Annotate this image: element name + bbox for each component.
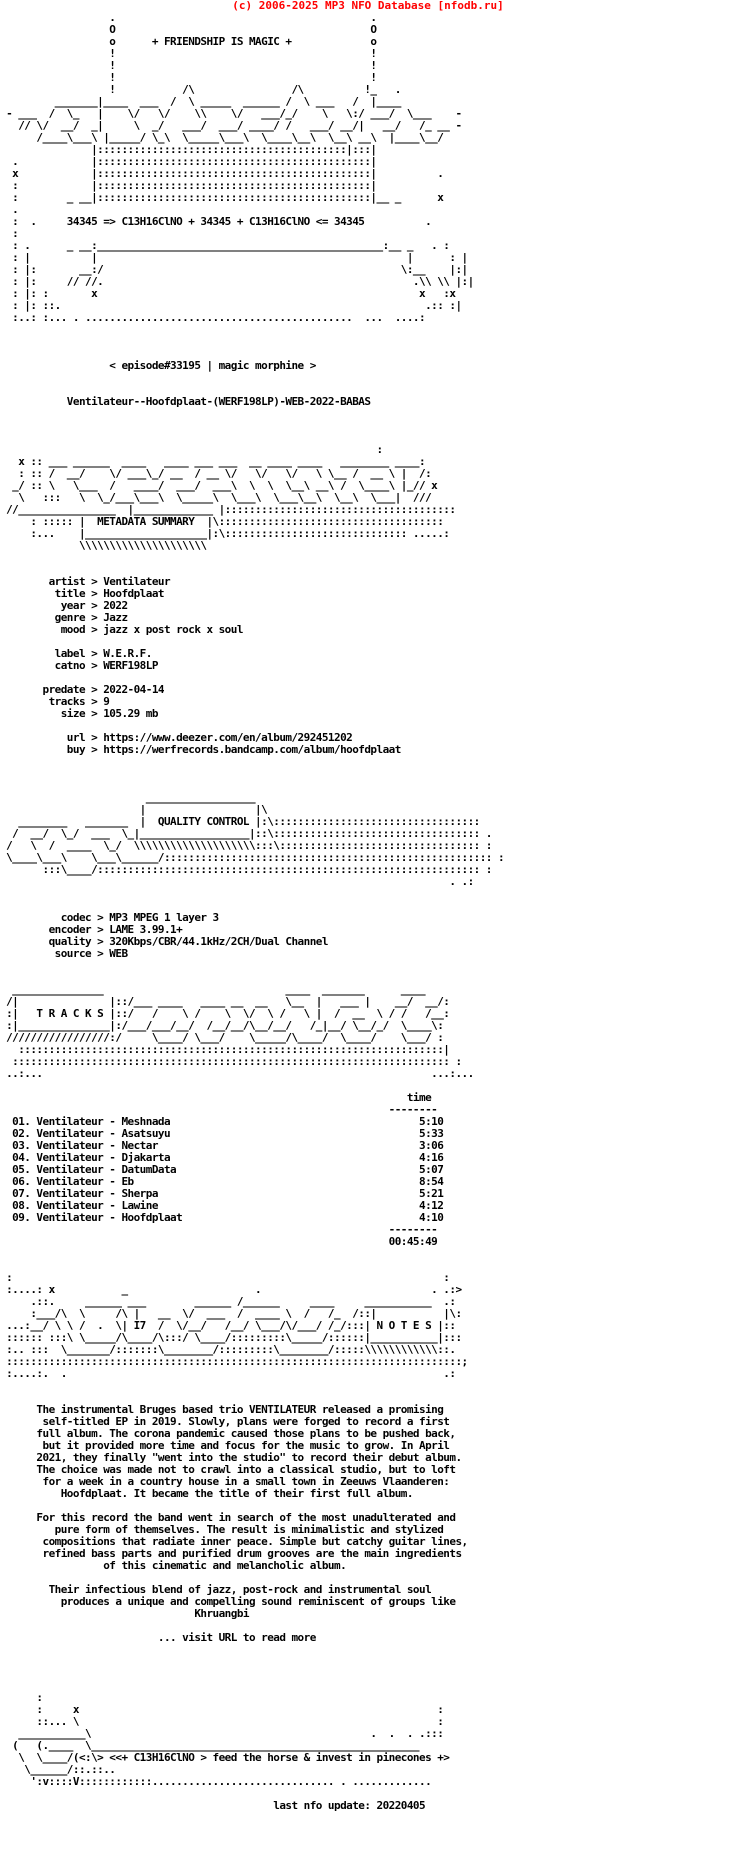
nfo-line: ! ! [0,71,377,84]
nfo-line: :::\____/::::::::::::::::::::::::::::::::::::::::::::::::::::::::::::::: : [0,863,492,876]
nfo-line: |:::::::::::::::::::::::::::::::::::::::::|:::| [0,143,377,156]
nfo-line: :....: x _ . . .:> [0,1283,462,1296]
nfo-line: x |:::::::::::::::::::::::::::::::::::::::::::::| . [0,167,444,180]
nfo-line [0,888,736,900]
nfo-line: :..: :... . ............................................ ... ....: [0,311,426,324]
nfo-line [0,1656,736,1668]
nfo-line: ___________\ . . . .::: [0,1727,444,1740]
nfo-line: predate > 2022-04-14 [0,683,164,696]
nfo-line: \ ::: \ \_/___\___\ \_____\ \___\ \___\__\ \__\ \___| /// [0,491,432,504]
nfo-line: : x : [0,1703,444,1716]
nfo-line: tracks > 9 [0,695,110,708]
nfo-line: /____\___\ |_____/ \_\ \_____\___\ \____\__\ \__\ __\ |____\__/ [0,131,444,144]
nfo-line: : |: ::. .:: :| [0,299,462,312]
nfo-line: refined bass parts and purified drum grooves are the main ingredients [0,1547,462,1560]
nfo-line: : . 34345 => C13H16ClNO + 34345 + C13H16ClNO <= 34345 . [0,215,432,228]
nfo-line: For this record the band went in search of the most unadulterated and [0,1511,456,1524]
nfo-line: ':v::::V::::::::::::.............................. . ............. [0,1775,432,1788]
nfo-line: ________ _______ | QUALITY CONTROL |:\:::::::::::::::::::::::::::::::::: [0,815,480,828]
nfo-line: ::::::::::::::::::::::::::::::::::::::::::::::::::::::::::::::::::::::| [0,1043,450,1056]
nfo-line [0,336,736,348]
nfo-line: 01. Ventilateur - Meshnada 5:10 [0,1115,444,1128]
nfo-line: ( (.____ \______________________________________________________ [0,1739,420,1752]
nfo-line: 07. Ventilateur - Sherpa 5:21 [0,1187,444,1200]
nfo-line: :::::: :::\ \_____/\____/\:::/ \____/:::::::::\_____/::::::|___________|::: [0,1331,462,1344]
nfo-line: :... |____________________|:\:::::::::::::::::::::::::::::: .....: [0,527,450,540]
nfo-line: 08. Ventilateur - Lawine 4:12 [0,1199,444,1212]
nfo-line: 03. Ventilateur - Nectar 3:06 [0,1139,444,1152]
nfo-line: year > 2022 [0,599,128,612]
nfo-line [0,420,736,432]
nfo-line: ..:... ...:... [0,1067,474,1080]
nfo-line: \ \____/(<:\> <<+ C13H16ClNO > feed the horse & invest in pinecones +> [0,1751,450,1764]
nfo-line: __________________ [0,791,256,804]
nfo-line: of this cinematic and melancholic album. [0,1559,347,1572]
nfo-line: ! ! [0,59,377,72]
nfo-line [0,1680,736,1692]
nfo-line: // \/ __/ _| \ _/ ___/ ___/ ____/ / ___/ __/| __/ /_ __ - [0,119,462,132]
nfo-line: title > Hoofdplaat [0,587,164,600]
nfo-line: _______|____ ___ / \ _____ ______ / \ ___ / |____ [0,95,401,108]
nfo-line: quality > 320Kbps/CBR/44.1kHz/2CH/Dual Channel [0,935,328,948]
nfo-line: compositions that radiate inner peace. Simple but catchy guitar lines, [0,1535,468,1548]
nfo-line: artist > Ventilateur [0,575,171,588]
nfo-line: 00:45:49 [0,1235,438,1248]
nfo-line: ::... \ : [0,1715,444,1728]
nfo-line: - ___ / \_ | \/ \/ \\ \/ ___/_/ \ \:/ ___/ \___ - [0,107,462,120]
nfo-line: / \ / ____ \_/ \\\\\\\\\\\\\\\\\\\\:::\::::::::::::::::::::::::::::::::: : [0,839,492,852]
nfo-line: :::::::::::::::::::::::::::::::::::::::::::::::::::::::::::::::::::::::::::; [0,1355,468,1368]
nfo-line: :| T R A C K S |::/ / \ / \ \/ \ / \ | / __ \ / / /__: [0,1007,450,1020]
nfo-line: :|_______________|:/___/___/__/ /__/__/\__/__/ /_|__/ \__/_/ \____\: [0,1019,444,1032]
nfo-line: catno > WERF198LP [0,659,158,672]
nfo-line: : [0,1691,43,1704]
nfo-line: . [0,203,19,216]
nfo-line: .::. ______ ___ ______ /______ ____ ___________ .: [0,1295,456,1308]
nfo-line: : |:::::::::::::::::::::::::::::::::::::::::::::| [0,179,377,192]
nfo-line: : :: / __/ \/ ___\_/ __ / __ \/ \/ \/ \ \__ / __ \ | /: [0,467,432,480]
nfo-line: but it provided more time and focus for the music to grow. In April [0,1439,450,1452]
nfo-line: Ventilateur--Hoofdplaat-(WERF198LP)-WEB-2022-BABAS [0,395,371,408]
nfo-line: < episode#33195 | magic morphine > [0,359,316,372]
nfo-line: label > W.E.R.F. [0,647,152,660]
nfo-line [0,1380,736,1392]
nfo-line: /////////////////:/ \____/ \___/ \_____/\____/ \____/ \___/ : [0,1031,444,1044]
nfo-text [0,12,736,1812]
nfo-line: codec > MP3 MPEG 1 layer 3 [0,911,219,924]
nfo-line: produces a unique and compelling sound reminiscent of groups like [0,1595,456,1608]
nfo-line [0,552,736,564]
nfo-line: : _ __|:::::::::::::::::::::::::::::::::::::::::::::|__ _ x [0,191,444,204]
nfo-line: -------- [0,1103,438,1116]
nfo-line [0,960,736,972]
nfo-line: //________________ |_____________ |:::::::::::::::::::::::::::::::::::::: [0,503,456,516]
nfo-line: mood > jazz x post rock x soul [0,623,243,636]
nfo-line: : |: // //. .\\ \\ |:| [0,275,474,288]
nfo-line: 09. Ventilateur - Hoofdplaat 4:10 [0,1211,444,1224]
nfo-line [0,756,736,768]
nfo-line: The instrumental Bruges based trio VENTILATEUR released a promising [0,1403,444,1416]
nfo-line: ...:__/ \ \ / . \| I7 / \/__/ /__/ \___/\/___/ /_/:::| N O T E S |:: [0,1319,456,1332]
nfo-line: . . [0,12,377,24]
copyright-header: (c) 2006-2025 MP3 NFO Database [nfodb.ru] [232,0,504,12]
nfo-line: x :: ___ ______ ____ ____ ___ ___ __ ____ ____ ________ ____: [0,455,426,468]
nfo-line: \\\\\\\\\\\\\\\\\\\\\ [0,539,207,552]
nfo-line: o + FRIENDSHIP IS MAGIC + o [0,35,377,48]
nfo-line [0,768,736,780]
nfo-line: for a week in a country house in a small town in Zeeuws Vlaanderen: [0,1475,450,1488]
nfo-line: genre > Jazz [0,611,128,624]
nfo-line: \______/::.::.. [0,1763,116,1776]
nfo-line: buy > https://werfrecords.bandcamp.com/album/hoofdplaat [0,743,401,756]
nfo-line: : [0,443,383,456]
nfo-line [0,1644,736,1656]
nfo-line: : ::::: | METADATA SUMMARY |\::::::::::::::::::::::::::::::::::::: [0,515,444,528]
nfo-line: / __/ \_/ ___ \_|__________________|::\:::::::::::::::::::::::::::::::::: . [0,827,492,840]
nfo-line: _______________ ____ _______ ____ [0,983,426,996]
nfo-line [0,1668,736,1680]
nfo-line: : : [0,1271,450,1284]
nfo-line: full album. The corona pandemic caused those plans to be pushed back, [0,1427,456,1440]
nfo-line: ! ! [0,47,377,60]
nfo-line: \____\___\ \___\______/:::::::::::::::::::::::::::::::::::::::::::::::::::::: : [0,851,505,864]
nfo-line: :::::::::::::::::::::::::::::::::::::::::::::::::::::::::::::::::::::::: : [0,1055,462,1068]
nfo-line [0,372,736,384]
nfo-line: : | | | : | [0,251,468,264]
nfo-line: last nfo update: 20220405 [0,1799,426,1812]
nfo-line: size > 105.29 mb [0,707,158,720]
nfo-line: : |: __:/ \:__ |:| [0,263,468,276]
nfo-line: : [0,227,19,240]
nfo-line: encoder > LAME 3.99.1+ [0,923,183,936]
nfo-line: _/ :: \ \___ / ____/ ___/ ___\ \ \ \__\ __\ / \____\ |_// x [0,479,438,492]
nfo-line: | |\ [0,803,268,816]
nfo-line: :.. ::: \_______/:::::::\________/:::::::::\________/:::::\\\\\\\\\\\\::. [0,1343,456,1356]
nfo-line: : |: : x x :x [0,287,456,300]
nfo-line: Hoofdplaat. It became the title of their first full album. [0,1487,413,1500]
nfo-line: 06. Ventilateur - Eb 8:54 [0,1175,444,1188]
nfo-line: :___/\ \ /\ | __ \/ ___ / ____ \ / /_ /::| |\: [0,1307,462,1320]
nfo-line [0,324,736,336]
nfo-line: /| |::/___ ____ ____ __ __ \__ | ___ | __/ __/: [0,995,450,1008]
nfo-line: 2021, they finally "went into the studio" to record their debut album. [0,1451,462,1464]
nfo-line: O O [0,23,377,36]
nfo-line: ! /\ /\ !_ . [0,83,401,96]
nfo-line: 05. Ventilateur - DatumData 5:07 [0,1163,444,1176]
nfo-line: : . _ __:_______________________________________________:__ _ . : [0,239,450,252]
nfo-line: :....:. . .: [0,1367,456,1380]
nfo-line: The choice was made not to crawl into a classical studio, but to loft [0,1463,456,1476]
nfo-line: 04. Ventilateur - Djakarta 4:16 [0,1151,444,1164]
nfo-line: -------- [0,1223,438,1236]
nfo-line: 02. Ventilateur - Asatsuyu 5:33 [0,1127,444,1140]
nfo-line: self-titled EP in 2019. Slowly, plans were forged to record a first [0,1415,450,1428]
nfo-line: url > https://www.deezer.com/en/album/292451202 [0,731,353,744]
nfo-line: source > WEB [0,947,128,960]
nfo-line: pure form of themselves. The result is minimalistic and stylized [0,1523,444,1536]
nfo-line: . |:::::::::::::::::::::::::::::::::::::::::::::| [0,155,377,168]
nfo-line [0,408,736,420]
nfo-line: Khruangbi [0,1607,249,1620]
nfo-line: Their infectious blend of jazz, post-rock and instrumental soul [0,1583,432,1596]
nfo-line: . .: [0,875,474,888]
nfo-line [0,1248,736,1260]
nfo-line: time [0,1091,432,1104]
nfo-line: ... visit URL to read more [0,1631,316,1644]
